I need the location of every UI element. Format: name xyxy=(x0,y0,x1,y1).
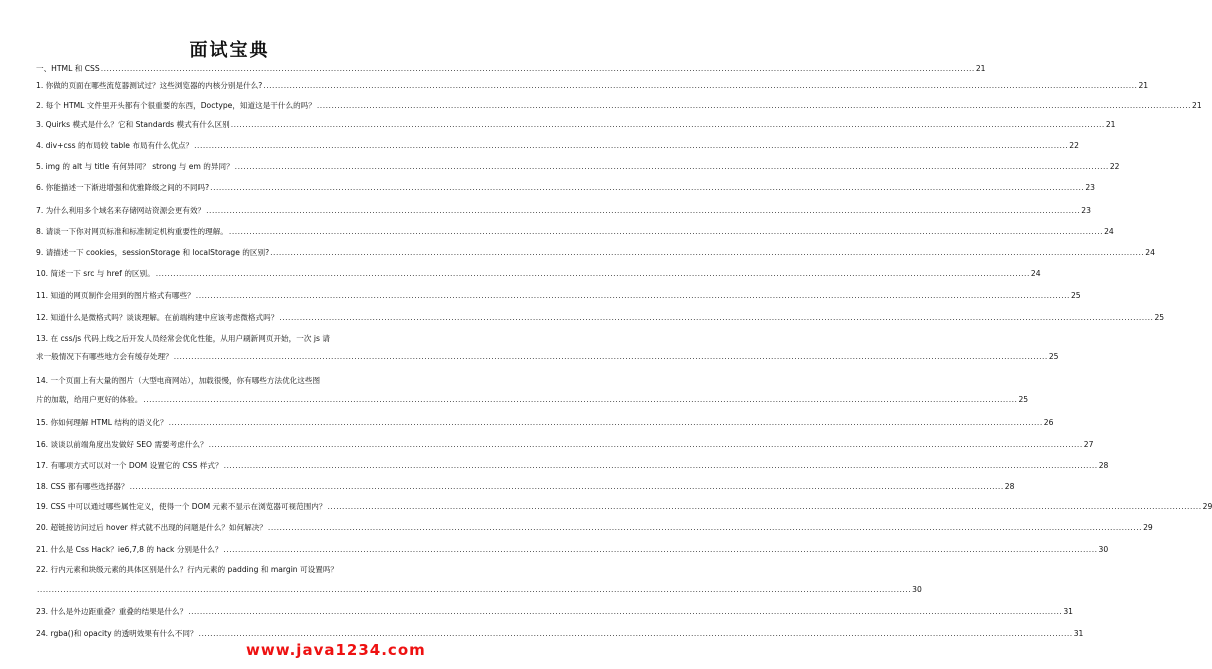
toc-entry[interactable] xyxy=(36,461,1109,471)
watermark-text: www.java1234.com xyxy=(246,641,426,659)
dot-leader: ............................................................................................................................................................................................................................................................................................................ xyxy=(208,440,1083,449)
toc-entry-text: 5. img 的 alt 与 title 有何异同？ strong 与 em 的异同？ xyxy=(36,162,234,171)
toc-page-number: 22 xyxy=(1109,162,1120,171)
dot-leader: ............................................................................................................................................................................................................................................................................................................ xyxy=(270,248,1145,257)
toc-entry[interactable] xyxy=(36,227,1114,237)
dot-leader: ............................................................................................................................................................................................................................................................................................................ xyxy=(143,395,1018,404)
toc-entry[interactable] xyxy=(36,248,1155,258)
toc-entry-text: 片的加载，给用户更好的体验。 xyxy=(36,395,143,404)
dot-leader: ............................................................................................................................................................................................................................................................................................................ xyxy=(195,291,1070,300)
toc-entry-text: 19. CSS 中可以通过哪些属性定义，使得一个 DOM 元素不显示在浏览器可视范围内？ xyxy=(36,502,327,511)
toc-page-number: 24 xyxy=(1104,227,1114,236)
toc-entry[interactable] xyxy=(36,523,1153,533)
dot-leader: ............................................................................................................................................................................................................................................................................................................ xyxy=(100,64,975,73)
toc-entry-text: 求一般情况下有哪些地方会有缓存处理？ xyxy=(36,352,173,361)
dot-leader: ............................................................................................................................................................................................................................................................................................................ xyxy=(155,269,1030,278)
dot-leader: ............................................................................................................................................................................................................................................................................................................ xyxy=(129,482,1004,491)
toc-page-number: 28 xyxy=(1098,461,1109,470)
toc-entry-first-line[interactable]: 14. 一个页面上有大量的图片（大型电商网站），加载很慢，你有哪些方法优化这些图 xyxy=(36,376,321,385)
dot-leader: ............................................................................................................................................................................................................................................................................................................ xyxy=(263,81,1138,90)
toc-page-number: 26 xyxy=(1043,418,1054,427)
toc-page-number: 27 xyxy=(1083,440,1094,449)
toc-page-number: 31 xyxy=(1063,607,1074,616)
toc-page-number: 24 xyxy=(1030,269,1041,278)
dot-leader: ............................................................................................................................................................................................................................................................................................................ xyxy=(234,162,1109,171)
toc-entry-text: 7. 为什么利用多个域名来存储网站资源会更有效？ xyxy=(36,206,206,215)
toc-entry-text: 23. 什么是外边距重叠？重叠的结果是什么？ xyxy=(36,607,188,616)
toc-entry[interactable] xyxy=(36,585,922,595)
dot-leader: ............................................................................................................................................................................................................................................................................................................ xyxy=(188,607,1063,616)
toc-page-number: 30 xyxy=(912,585,922,594)
toc-entry-text: 3. Quirks 模式是什么？它和 Standards 模式有什么区别 xyxy=(36,120,230,129)
toc-entry[interactable] xyxy=(36,629,1084,639)
toc-entry-text: 一、HTML 和 CSS xyxy=(36,64,100,73)
toc-entry-text: 8. 请谈一下你对网页标准和标准制定机构重要性的理解。 xyxy=(36,227,228,236)
toc-entry-text: 17. 有哪项方式可以对一个 DOM 设置它的 CSS 样式？ xyxy=(36,461,223,470)
toc-page-number: 22 xyxy=(1069,141,1079,150)
toc-page-number: 21 xyxy=(975,64,986,73)
toc-page-number: 21 xyxy=(1138,81,1149,90)
toc-entry[interactable] xyxy=(36,502,1212,512)
toc-entry[interactable] xyxy=(36,352,1059,362)
toc-entry[interactable] xyxy=(36,313,1165,323)
toc-entry-text: 4. div+css 的布局较 table 布局有什么优点？ xyxy=(36,141,194,150)
toc-entry[interactable] xyxy=(36,141,1079,151)
dot-leader: ............................................................................................................................................................................................................................................................................................................ xyxy=(228,227,1104,236)
toc-entry-text: 6. 你能描述一下渐进增强和优雅降级之间的不同吗? xyxy=(36,183,210,192)
toc-entry[interactable] xyxy=(36,607,1074,617)
dot-leader: ............................................................................................................................................................................................................................................................................................................ xyxy=(194,141,1069,150)
toc-entry-text: 21. 什么是 Css Hack？ie6,7,8 的 hack 分别是什么？ xyxy=(36,545,223,554)
page-title: 面试宝典 xyxy=(189,40,270,61)
toc-page-number: 25 xyxy=(1154,313,1165,322)
toc-page-number: 21 xyxy=(1105,120,1116,129)
toc-entry-text: 16. 谈谈以前端角度出发做好 SEO 需要考虑什么？ xyxy=(36,440,208,449)
toc-page-number: 29 xyxy=(1143,523,1153,532)
toc-entry[interactable] xyxy=(36,81,1149,91)
toc-entry-text: 9. 请描述一下 cookies，sessionStorage 和 localStorage 的区别? xyxy=(36,248,270,257)
dot-leader: ............................................................................................................................................................................................................................................................................................................ xyxy=(37,585,912,594)
toc-entry[interactable] xyxy=(36,183,1095,193)
toc-page-number: 31 xyxy=(1073,629,1084,638)
toc-entry-text: 20. 超链接访问过后 hover 样式就不出现的问题是什么？如何解决？ xyxy=(36,523,267,532)
dot-leader: ............................................................................................................................................................................................................................................................................................................ xyxy=(267,523,1143,532)
toc-page-number: 25 xyxy=(1048,352,1059,361)
toc-section-html-css[interactable] xyxy=(36,64,986,74)
toc-entry-text: 2. 每个 HTML 文件里开头都有个很重要的东西，Doctype，知道这是干什么的吗？ xyxy=(36,101,316,110)
dot-leader: ............................................................................................................................................................................................................................................................................................................ xyxy=(206,206,1081,215)
toc-entry[interactable] xyxy=(36,418,1054,428)
toc-entry[interactable] xyxy=(36,162,1120,172)
toc-page-number: 21 xyxy=(1192,101,1202,110)
toc-page-number: 25 xyxy=(1070,291,1081,300)
dot-leader: ............................................................................................................................................................................................................................................................................................................ xyxy=(168,418,1043,427)
dot-leader: ............................................................................................................................................................................................................................................................................................................ xyxy=(279,313,1154,322)
dot-leader: ............................................................................................................................................................................................................................................................................................................ xyxy=(327,502,1202,511)
toc-page-number: 23 xyxy=(1081,206,1091,215)
toc-entry[interactable] xyxy=(36,206,1091,216)
toc-entry-text: 24. rgba()和 opacity 的透明效果有什么不同？ xyxy=(36,629,198,638)
toc-page-number: 25 xyxy=(1018,395,1029,404)
toc-entry-text: 1. 你做的页面在哪些流览器测试过？这些浏览器的内核分别是什么? xyxy=(36,81,263,90)
dot-leader: ............................................................................................................................................................................................................................................................................................................ xyxy=(223,461,1098,470)
toc-entry-text: 12. 知道什么是微格式吗？谈谈理解。在前端构建中应该考虑微格式吗？ xyxy=(36,313,279,322)
toc-page-number: 28 xyxy=(1004,482,1015,491)
toc-entry-first-line[interactable]: 13. 在 css/js 代码上线之后开发人员经常会优化性能，从用户刷新网页开始，一次 js 请 xyxy=(36,334,330,343)
dot-leader: ............................................................................................................................................................................................................................................................................................................ xyxy=(316,101,1192,110)
toc-entry[interactable] xyxy=(36,545,1109,555)
toc-entry[interactable] xyxy=(36,269,1041,279)
toc-page-number: 24 xyxy=(1145,248,1155,257)
dot-leader: ............................................................................................................................................................................................................................................................................................................ xyxy=(230,120,1105,129)
toc-entry-text: 11. 知道的网页制作会用到的图片格式有哪些？ xyxy=(36,291,195,300)
toc-entry[interactable] xyxy=(36,101,1202,111)
dot-leader: ............................................................................................................................................................................................................................................................................................................ xyxy=(173,352,1048,361)
dot-leader: ............................................................................................................................................................................................................................................................................................................ xyxy=(210,183,1085,192)
toc-page-number: 30 xyxy=(1098,545,1109,554)
toc-entry[interactable] xyxy=(36,291,1081,301)
toc-entry-text: 15. 你如何理解 HTML 结构的语义化？ xyxy=(36,418,168,427)
toc-entry-text: 18. CSS 都有哪些选择器？ xyxy=(36,482,129,491)
toc-page-number: 29 xyxy=(1202,502,1212,511)
toc-page-number: 23 xyxy=(1085,183,1095,192)
toc-entry[interactable] xyxy=(36,482,1015,492)
toc-entry-text: 10. 简述一下 src 与 href 的区别。 xyxy=(36,269,155,278)
toc-entry[interactable] xyxy=(36,395,1029,405)
dot-leader: ............................................................................................................................................................................................................................................................................................................ xyxy=(223,545,1098,554)
toc-entry[interactable] xyxy=(36,120,1116,130)
dot-leader: ............................................................................................................................................................................................................................................................................................................ xyxy=(198,629,1073,638)
toc-entry[interactable] xyxy=(36,440,1094,450)
toc-entry-first-line[interactable]: 22. 行内元素和块级元素的具体区别是什么？行内元素的 padding 和 margin 可设置吗？ xyxy=(36,565,338,574)
